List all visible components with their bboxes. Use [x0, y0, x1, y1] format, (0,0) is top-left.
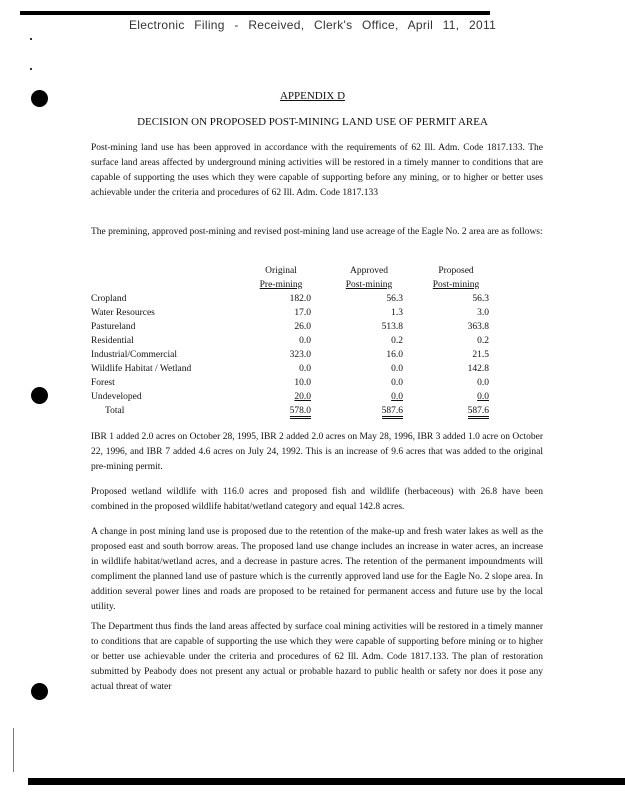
- cell-proposed: 142.8: [467, 364, 489, 374]
- paragraph-approval: Post-mining land use has been approved in accordance with the requirements of 62 Ill. Adm. Code 1817.133. The surface land areas affected by underground mining activities will be restored in a timely manner to conditions that are capable of supporting the uses which they were capable of supporting before any mining, or to higher or better uses achievable under the criteria and procedures of 62 Ill. Adm. Code 1817.133: [91, 143, 543, 198]
- cell-proposed: 363.8: [467, 322, 489, 332]
- header-pre-mining: Pre-mining: [259, 280, 303, 290]
- cell-approved: 513.8: [381, 322, 403, 332]
- table-row: [91, 378, 546, 392]
- cell-proposed: 0.0: [477, 392, 489, 402]
- row-label: Cropland: [91, 294, 127, 304]
- row-label: Water Resources: [91, 308, 155, 318]
- table-row: [91, 308, 546, 322]
- scan-speck: [30, 38, 32, 40]
- total-proposed: 587.6: [468, 406, 489, 419]
- cell-proposed: 56.3: [472, 294, 489, 304]
- cell-approved: 0.0: [391, 392, 403, 402]
- table-row: [91, 294, 546, 308]
- paragraph-ibr-additions: IBR 1 added 2.0 acres on October 28, 1995, IBR 2 added 2.0 acres on May 28, 1996, IBR 3 added 1.0 acre on October 22, 1996, and IBR 7 added 4.6 acres on July 24, 1992. This is an increase of 9.6 acres that was added to the original pre-mining permit.: [91, 432, 543, 472]
- cell-original: 0.0: [299, 336, 311, 346]
- header-approved: Approved: [350, 266, 388, 276]
- cell-original: 20.0: [294, 392, 311, 402]
- header-original: Original: [265, 266, 297, 276]
- table-header-row-1: [91, 266, 546, 280]
- appendix-title: APPENDIX D: [279, 90, 346, 102]
- cell-original: 323.0: [289, 350, 311, 360]
- total-approved: 587.6: [382, 406, 403, 419]
- total-original: 578.0: [290, 406, 311, 419]
- header-post-mining-approved: Post-mining: [345, 280, 393, 290]
- cell-proposed: 21.5: [472, 350, 489, 360]
- scan-speck: [30, 68, 32, 70]
- row-label: Wildlife Habitat / Wetland: [91, 364, 192, 374]
- paragraph-department-findings: The Department thus finds the land areas affected by surface coal mining activities will be restored in a timely manner to conditions that are capable of supporting the use which they were capable of supporting before mining or to higher or better use achievable under the criteria and procedures of 62 Ill. Adm. Code 1817.133. The plan of restoration submitted by Peabody does not present any actual or probable hazard to public health or safety nor does it pose any actual threat of water: [91, 622, 543, 692]
- land-use-table: [91, 266, 546, 420]
- table-row: [91, 364, 546, 378]
- bottom-scan-bar: [28, 778, 625, 785]
- cell-proposed: 0.2: [477, 336, 489, 346]
- cell-proposed: 3.0: [477, 308, 489, 318]
- cell-approved: 0.0: [391, 364, 403, 374]
- header-proposed: Proposed: [438, 266, 474, 276]
- table-header-row-2: [91, 280, 546, 294]
- table-row: [91, 336, 546, 350]
- cell-original: 26.0: [294, 322, 311, 332]
- row-label: Undeveloped: [91, 392, 142, 402]
- row-label: Residential: [91, 336, 134, 346]
- cell-approved: 56.3: [386, 294, 403, 304]
- top-scan-bar: [20, 11, 490, 15]
- table-total-row: [91, 406, 546, 420]
- row-label: Industrial/Commercial: [91, 350, 178, 360]
- cell-approved: 0.0: [391, 378, 403, 388]
- header-post-mining-proposed: Post-mining: [432, 280, 480, 290]
- cell-approved: 0.2: [391, 336, 403, 346]
- punch-hole: [31, 683, 48, 700]
- scan-edge-line: [13, 728, 14, 772]
- paragraph-wetland-combined: Proposed wetland wildlife with 116.0 acres and proposed fish and wildlife (herbaceous) with 26.8 have been combined in the proposed wildlife habitat/wetland category and equal 142.8 acres.: [91, 487, 543, 512]
- cell-approved: 16.0: [386, 350, 403, 360]
- decision-title: DECISION ON PROPOSED POST-MINING LAND USE OF PERMIT AREA: [137, 116, 488, 128]
- cell-proposed: 0.0: [477, 378, 489, 388]
- cell-original: 10.0: [294, 378, 311, 388]
- cell-original: 17.0: [294, 308, 311, 318]
- paragraph-acreage-intro: The premining, approved post-mining and revised post-mining land use acreage of the Eagle No. 2 area are as follows:: [91, 227, 543, 237]
- cell-approved: 1.3: [391, 308, 403, 318]
- table-row: [91, 350, 546, 364]
- cell-original: 182.0: [289, 294, 311, 304]
- table-row: [91, 322, 546, 336]
- row-label: Forest: [91, 378, 115, 388]
- cell-original: 0.0: [299, 364, 311, 374]
- filing-header: Electronic Filing - Received, Clerk's Office, April 11, 2011: [128, 18, 497, 32]
- row-label: Pastureland: [91, 322, 136, 332]
- table-row: [91, 392, 546, 406]
- punch-hole: [31, 387, 48, 404]
- total-label: Total: [105, 406, 125, 416]
- paragraph-land-use-change: A change in post mining land use is proposed due to the retention of the make-up and fresh water lakes as well as the proposed east and south borrow areas. The proposed land use change includes an increase in water acres, an increase in wildlife habitat/wetland acres, and a decrease in pasture acres. The retention of the permanent impoundments will compliment the planned land use of pasture which is the currently approved land use for the Eagle No. 2 slope area. In addition several power lines and roads are proposed to be retained for permanent access and future use by the local utility.: [91, 527, 543, 612]
